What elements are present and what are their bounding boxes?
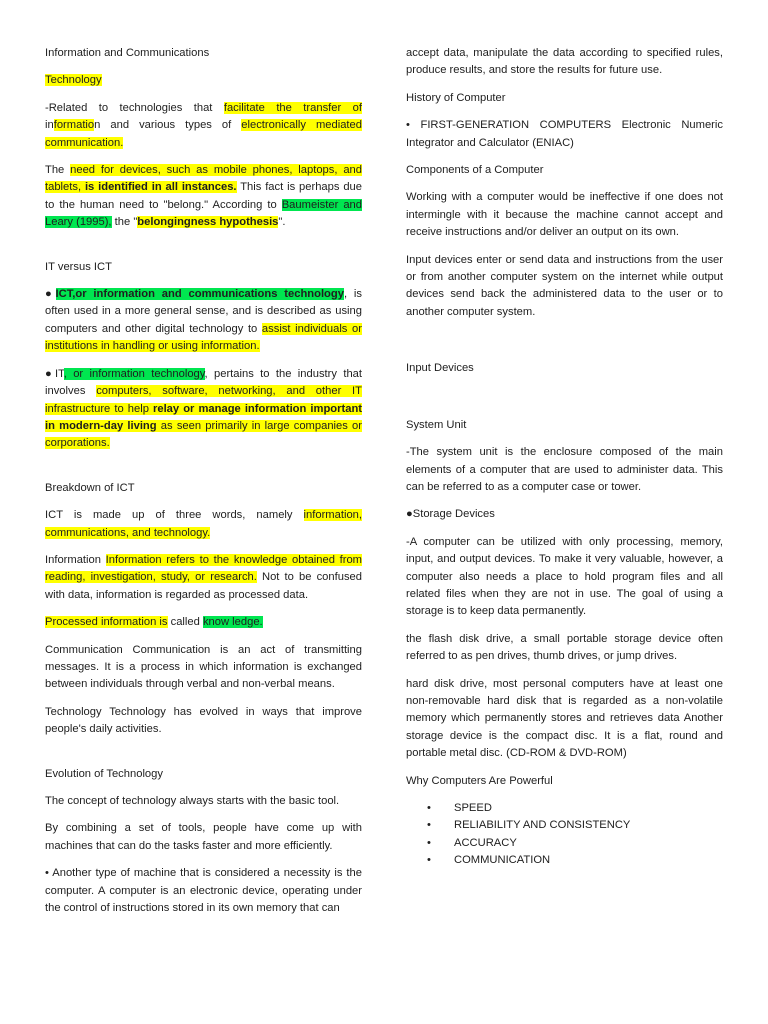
paragraph-processed-information: Processed information is called know ledge. [45, 616, 263, 629]
paragraph-technology-definition: -Related to technologies that facilitate the transfer of information and various types of electronically mediated communication. [45, 101, 362, 149]
technology-heading: Technology [45, 74, 102, 87]
paragraph-hard-disk: hard disk drive, most personal computers have at least one non-removable hard disk that is regarded as a non-volatile memory which permanently stores and retrieves data Another storage device is the compact disc. It is a flat, round and portable metal disc. (CD-ROM & DVD-ROM) [406, 677, 723, 760]
list-item: • RELIABILITY AND CONSISTENCY [427, 819, 631, 832]
list-item: • ACCURACY [427, 836, 517, 849]
left-column [45, 45, 362, 927]
paragraph-input-output: Input devices enter or send data and instructions from the user or from another computer system on the internet while output devices send back the administered data to the user or to another computer system. [406, 253, 723, 318]
power-list [406, 800, 723, 870]
paragraph-computer-definition: • Another type of machine that is considered a necessity is the computer. A computer is an electronic device, operating under the control of instructions stored in its own memory that can [45, 867, 362, 915]
history-heading: History of Computer [406, 91, 506, 104]
storage-devices-heading: ●Storage Devices [406, 508, 495, 521]
right-column [406, 45, 723, 870]
list-item: • SPEED [427, 802, 492, 814]
paragraph-flash-disk: the flash disk drive, a small portable storage device often referred to as pen drives, thumb drives, or jump drives. [406, 632, 723, 663]
components-heading: Components of a Computer [406, 164, 544, 177]
paragraph-information: Information Information refers to the knowledge obtained from reading, investigation, study, or research. Not to be confused with data, information is regarded as processed data. [45, 553, 362, 601]
paragraph-storage: -A computer can be utilized with only processing, memory, input, and output devices. To make it very valuable, however, a computer also needs a place to hold program files and all related files when they are not in use. The goal of using a storage is to keep data permanently. [406, 535, 723, 618]
evolution-heading: Evolution of Technology [45, 767, 163, 780]
paragraph-it-definition: ●IT, or information technology, pertains to the industry that involves computers, software, networking, and other IT infrastructure to help relay or manage information important in modern-day living as seen primarily in large companies or corporations. [45, 367, 363, 450]
paragraph-first-generation: • FIRST-GENERATION COMPUTERS Electronic Numeric Integrator and Calculator (ENIAC) [406, 119, 723, 149]
paragraph-communication: Communication Communication is an act of transmitting messages. It is a process in which information is exchanged between individuals through verbal and non-verbal means. [45, 643, 362, 691]
list-item: • COMMUNICATION [427, 854, 551, 867]
paragraph-machines: By combining a set of tools, people have come up with machines that can do the tasks faster and more efficiently. [45, 822, 362, 852]
paragraph-technology: Technology Technology has evolved in ways that improve people's daily activities. [45, 705, 362, 736]
section-title: Information and Communications [45, 47, 210, 59]
breakdown-heading: Breakdown of ICT [45, 481, 135, 494]
paragraph-interaction: Working with a computer would be ineffective if one does not intermingle with it because the machine cannot accept and receive instructions and/or deliver an output on its own. [406, 191, 723, 239]
input-devices-heading: Input Devices [406, 362, 474, 375]
it-versus-ict-heading: IT versus ICT [45, 260, 112, 273]
paragraph-basic-tool: The concept of technology always starts with the basic tool. [45, 795, 340, 807]
paragraph-ict-words: ICT is made up of three words, namely information, communications, and technology. [45, 509, 362, 539]
paragraph-computer-continued: accept data, manipulate the data according to specified rules, produce results, and store the results for future use. [406, 47, 723, 77]
system-unit-heading: System Unit [406, 418, 467, 431]
paragraph-system-unit: -The system unit is the enclosure composed of the main elements of a computer that are used to administer data. This can be referred to as a computer case or tower. [406, 446, 723, 493]
why-powerful-heading: Why Computers Are Powerful [406, 774, 553, 787]
paragraph-ict-definition: ●ICT,or information and communications technology, is often used in a more general sense, and is described as using computers and other digital technology to assist individuals or institutions in handling or using information. [45, 288, 362, 353]
paragraph-belongingness: The need for devices, such as mobile phones, laptops, and tablets, is identified in all instances. This fact is perhaps due to the human need to "belong." According to Baumeister and Leary (1995), the "belongingness hypothesis". [45, 164, 363, 229]
